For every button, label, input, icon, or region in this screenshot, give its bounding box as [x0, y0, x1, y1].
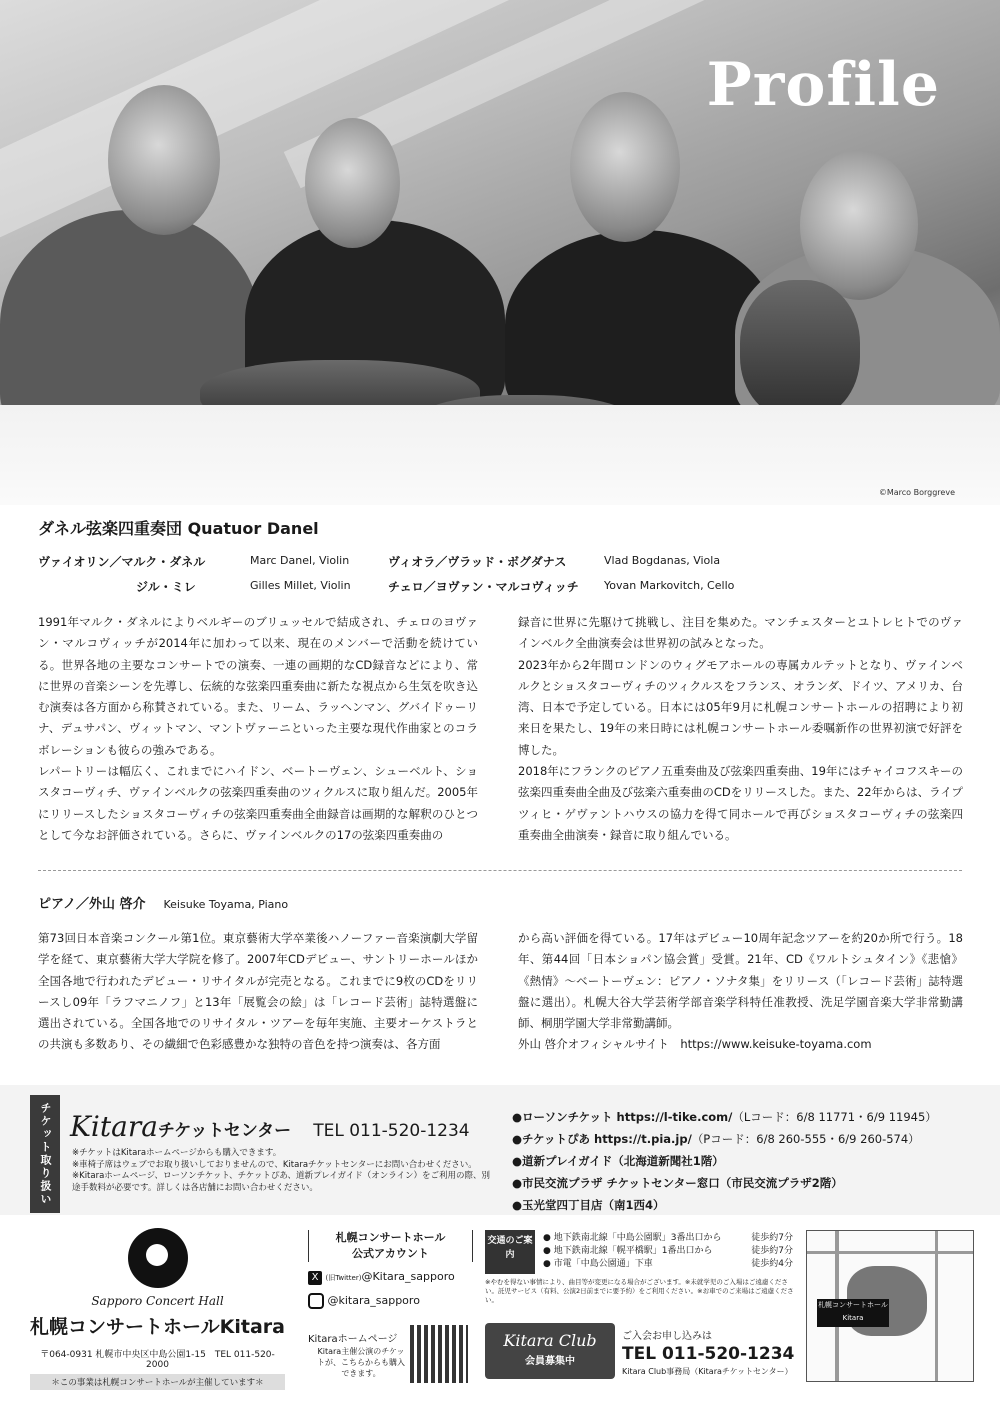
person-2-head: [305, 118, 400, 248]
pianist-jp: ピアノ／外山 啓介: [38, 897, 146, 912]
cello: [740, 280, 860, 420]
quartet-bio-left-p1: 1991年マルク・ダネルによりベルギーのブリュッセルで結成され、チェロのヨヴァン・マルコヴィッチが2014年に加わって以来、現在のメンバーで活動を続けている。世界各地の主要なコンサートでの演奏、一連の画期的なCD録音などにより、常に世界の音楽シーンを先導し、伝統的な弦楽四重奏曲に新たな視点から生気を吹き込む演奏は各方面から称賛されている。また、リーム、ラッヘンマン、グバイドゥーリナ、デュサパン、ヴィットマン、マントヴァーニといった主要な現代作曲家とのコラボレーションも彼らの強みである。: [38, 615, 478, 757]
club-office: Kitara Club事務局（Kitaraチケットセンター）: [622, 1367, 793, 1376]
access-tab: 交通のご案内: [485, 1230, 535, 1274]
group-title: ダネル弦楽四重奏団 Quatuor Danel: [38, 519, 319, 538]
pianist-en: Keisuke Toyama, Piano: [163, 898, 289, 911]
club-info: [622, 1327, 794, 1377]
route-item: ● 地下鉄南北線「幌平橋駅」1番出口から 徒歩約7分: [543, 1246, 793, 1256]
qr-note: Kitara主催公演のチケットが、こちらからも購入できます。: [317, 1347, 405, 1378]
pianist-bio-left: [38, 928, 478, 1056]
kitara-club-logo: [485, 1323, 615, 1379]
hall-logo-icon: [128, 1228, 188, 1288]
club-label: ご入会お申し込みは: [622, 1331, 712, 1342]
x-label: (旧Twitter): [325, 1274, 362, 1282]
club-tel[interactable]: TEL 011-520-1234: [622, 1344, 795, 1364]
member-1: [38, 553, 205, 570]
route-item: ● 地下鉄南北線「中島公園駅」3番出口から 徒歩約7分: [543, 1233, 793, 1243]
member-1-en: Marc Danel, Violin: [250, 554, 350, 567]
quartet-bio-left: [38, 612, 478, 846]
route-item: ● 市電「中島公園通」下車 徒歩約4分: [543, 1259, 793, 1269]
hall-name-jp: 札幌コンサートホールKitara: [30, 1316, 285, 1338]
ticket-note: ※チケットはKitaraホームページからも購入できます。: [72, 1148, 282, 1158]
outlet-doshin: ●道新プレイガイド（北海道新聞社1階）: [512, 1154, 724, 1168]
ticket-notes: [72, 1148, 492, 1194]
outlet-lawson: ●ローソンチケット https://l-tike.com/（Lコード：6/8 11771・6/9 11945）: [512, 1110, 937, 1124]
ticket-center-label: チケットセンター: [157, 1121, 292, 1141]
table-surface: [0, 405, 1000, 505]
quartet-bio-left-p2: レパートリーは幅広く、これまでにハイドン、ベートーヴェン、シューベルト、ショスタコーヴィチ、ヴァインベルクの弦楽四重奏曲のツィクルスに取り組んだ。2005年にリリースしたショスタコーヴィチの弦楽四重奏曲全曲録音は画期的な解釈のひとつとして今なお評価されている。さらに、ヴァインベルクの17の弦楽四重奏曲の: [38, 764, 478, 842]
hp-label: Kitaraホームページ: [308, 1334, 398, 1345]
member-2-jp: ヴィオラ／ヴラッド・ボグダナス: [388, 555, 567, 569]
access-routes: [543, 1232, 793, 1271]
member-3-en: Gilles Millet, Violin: [250, 579, 351, 592]
group-photo: [0, 0, 1000, 505]
profile-title: Profile: [706, 50, 940, 120]
pianist-bio-right: [518, 928, 963, 1056]
person-4-head: [800, 150, 918, 300]
ticket-tab: チケット取り扱い: [30, 1095, 60, 1213]
x-account[interactable]: [308, 1270, 473, 1285]
hall-host-note: ＊この事業は札幌コンサートホールが主催しています＊: [30, 1374, 285, 1390]
pianist-bio-right-p1: から高い評価を得ている。17年はデビュー10周年記念ツアーを約20か所で行う。18年、第44回「日本ショパン協会賞」受賞。21年、CD《ワルトシュタイン》《悲愴》《熱情》～ベートーヴェン：ピアノ・ソナタ集」をリリース（「レコード芸術」誌特選盤に選出）。札幌大谷大学芸術学部音楽学科特任准教授、洗足学園音楽大学非常勤講師、桐朋学園大学非常勤講師。: [518, 931, 963, 1031]
qr-code[interactable]: [410, 1325, 468, 1383]
member-4-en: Yovan Markovitch, Cello: [604, 579, 735, 592]
hall-name-en: Sapporo Concert Hall: [91, 1294, 224, 1308]
outlet-plaza: ●市民交流プラザ チケットセンター窓口（市民交流プラザ2階）: [512, 1176, 843, 1190]
outlet-gyokkodo: ●玉光堂四丁目店（南1西4）: [512, 1198, 665, 1212]
outlet-pia: ●チケットぴあ https://t.pia.jp/（Pコード：6/8 260-555・6/9 260-574）: [512, 1132, 920, 1146]
x-handle: @Kitara_sapporo: [361, 1270, 455, 1283]
person-3-head: [570, 92, 680, 242]
member-2: [388, 553, 566, 570]
map-road: [935, 1231, 938, 1381]
access-notes: ※やむを得ない事情により、曲目等が変更になる場合がございます。※未就学児のご入場はご遠慮ください。託児サービス（有料、公演2日前までに要予約）をご利用ください。※お車でのご来場はご遠慮ください。: [485, 1278, 794, 1304]
photo-credit: ©Marco Borggreve: [878, 488, 955, 497]
club-logo-text: Kitara Club: [503, 1331, 597, 1350]
member-4-jp: チェロ／ヨヴァン・マルコヴィッチ: [388, 580, 579, 594]
instagram-icon: [308, 1293, 324, 1309]
instagram-account[interactable]: [308, 1293, 473, 1309]
x-icon: X: [308, 1271, 322, 1285]
member-3: [136, 578, 196, 595]
member-2-en: Vlad Bogdanas, Viola: [604, 554, 721, 567]
pianist-bio-left-p1: 第73回日本音楽コンクール第1位。東京藝術大学卒業後ハノーファー音楽演劇大学留学を経て、東京藝術大学大学院を修了。2007年CDデビュー、サントリーホールほか全国各地で行われたデビュー・リサイタルが完売となる。これまでに9枚のCDをリリースし09年「ラフマニノフ」と13年「展覧会の絵」は「レコード芸術」誌特選盤に選出されている。全国各地でのリサイタル・ツアーを毎年実施、主要オーケストラとの共演も多数あり、その繊細で色彩感豊かな独特の音色を持つ演奏は、各方面: [38, 931, 478, 1052]
quartet-bio-right-p2: 2023年から2年間ロンドンのウィグモアホールの専属カルテットとなり、ヴァインベルクとショスタコーヴィチのツィクルスをフランス、オランダ、ドイツ、アメリカ、台湾、日本で予定している。日本には05年9月に札幌コンサートホールの招聘により初来日を果たし、19年の来日時には札幌コンサートホール委嘱新作の世界初演で好評を博した。: [518, 657, 963, 757]
official-accounts: [308, 1230, 473, 1309]
ticket-note: ※Kitaraホームページ、ローソンチケット、チケットぴあ、道新プレイガイド（オンライン）をご利用の際、別途手数料が必要です。詳しくは各店舗にお問い合わせください。: [72, 1171, 490, 1193]
kitara-logo: Kitara: [70, 1110, 158, 1143]
member-4: [388, 578, 579, 595]
pianist-heading: [38, 893, 288, 912]
club-recruiting: 会員募集中: [525, 1356, 575, 1367]
person-1-head: [108, 85, 220, 235]
accounts-title: 札幌コンサートホール 公式アカウント: [308, 1230, 473, 1262]
section-divider: [38, 870, 962, 871]
map-road: [807, 1251, 973, 1254]
hall-address: 〒064-0931 札幌市中央区中島公園1-15 TEL 011-520-2000: [40, 1350, 275, 1370]
hall-block: [30, 1228, 285, 1390]
quartet-bio-right-p3: 2018年にフランクのピアノ五重奏曲及び弦楽四重奏曲、19年にはチャイコフスキーの弦楽四重奏曲全曲及び弦楽六重奏曲のCDをリリースした。また、22年からは、ライプツィヒ・ゲヴァントハウスの協力を得て同ホールで再びショスタコーヴィチの弦楽四重奏曲全曲演奏・録音に取り組んでいる。: [518, 764, 963, 842]
quartet-bio-right-p1: 録音に世界に先駆けて挑戦し、注目を集めた。マンチェスターとユトレヒトでのヴァインベルク全曲演奏会は世界初の試みとなった。: [518, 615, 963, 651]
ticket-center: [70, 1110, 470, 1143]
instagram-handle: @kitara_sapporo: [327, 1294, 420, 1307]
ticket-note: ※車椅子席はウェブでお取り扱いしておりませんので、Kitaraチケットセンターにお問い合わせください。: [72, 1159, 477, 1170]
pianist-site[interactable]: 外山 啓介オフィシャルサイト https://www.keisuke-toyama.com: [518, 1037, 872, 1052]
ticket-tel[interactable]: TEL 011-520-1234: [313, 1121, 470, 1141]
access-map: [806, 1230, 974, 1382]
map-kitara-marker: 札幌コンサートホール Kitara: [817, 1299, 889, 1327]
quartet-bio-right: [518, 612, 963, 846]
member-1-jp: ヴァイオリン／マルク・ダネル: [38, 555, 206, 569]
ticket-outlets: [512, 1106, 937, 1216]
member-3-jp: ジル・ミレ: [136, 580, 196, 594]
